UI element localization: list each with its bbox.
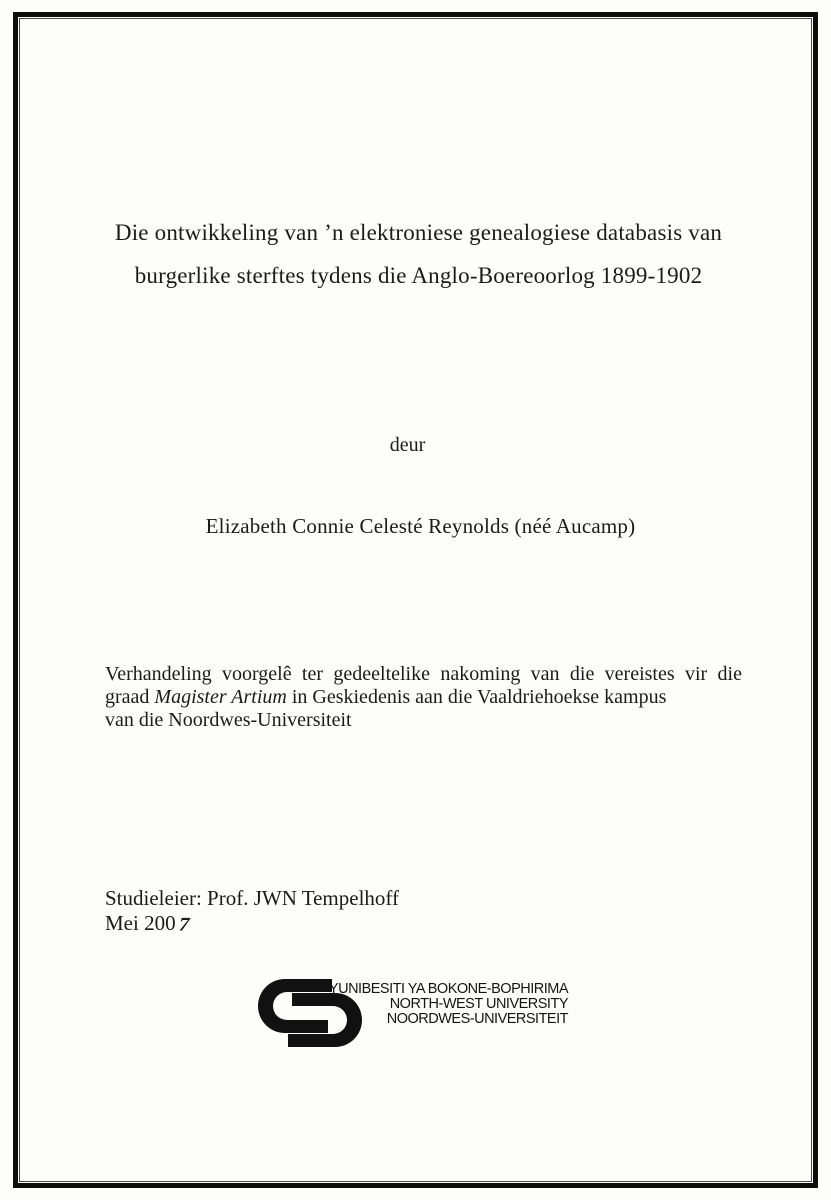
university-name-english: NORTH-WEST UNIVERSITY (389, 996, 568, 1012)
statement-line2-prefix: graad (105, 686, 155, 708)
thesis-title-line-1: Die ontwikkeling van ’n elektroniese genealogiese databasis van (114, 220, 723, 245)
degree-statement (105, 663, 742, 732)
statement-line2-suffix: in Geskiedenis aan die Vaaldriehoekse kampus (286, 686, 667, 708)
thesis-title-line-2: burgerlike sterftes tydens die Anglo-Boereoorlog 1899-1902 (134, 263, 703, 288)
author-name: Elizabeth Connie Celesté Reynolds (néé Aucamp) (205, 514, 636, 538)
date-line (105, 911, 399, 936)
university-name-setswana: YUNIBESITI YA BOKONE-BOPHIRIMA (328, 981, 568, 997)
degree-statement-line-2 (105, 686, 742, 709)
byline-deur: deur (389, 434, 426, 456)
degree-statement-line-1: Verhandeling voorgelê ter gedeeltelike nakoming van die vereistes vir die (105, 663, 742, 685)
thesis-title (54, 211, 783, 297)
degree-statement-line-3: van die Noordwes-Universiteit (105, 709, 352, 731)
degree-name-italic: Magister Artium (154, 686, 287, 708)
date-prefix: Mei 200 (105, 911, 176, 935)
supervisor-line: Studieleier: Prof. JWN Tempelhoff (105, 886, 400, 910)
supervisor-block (105, 886, 399, 936)
date-last-digit: 7 (175, 913, 192, 936)
university-name-afrikaans: NOORDWES-UNIVERSITEIT (386, 1011, 568, 1027)
university-wordmark (268, 982, 568, 1027)
